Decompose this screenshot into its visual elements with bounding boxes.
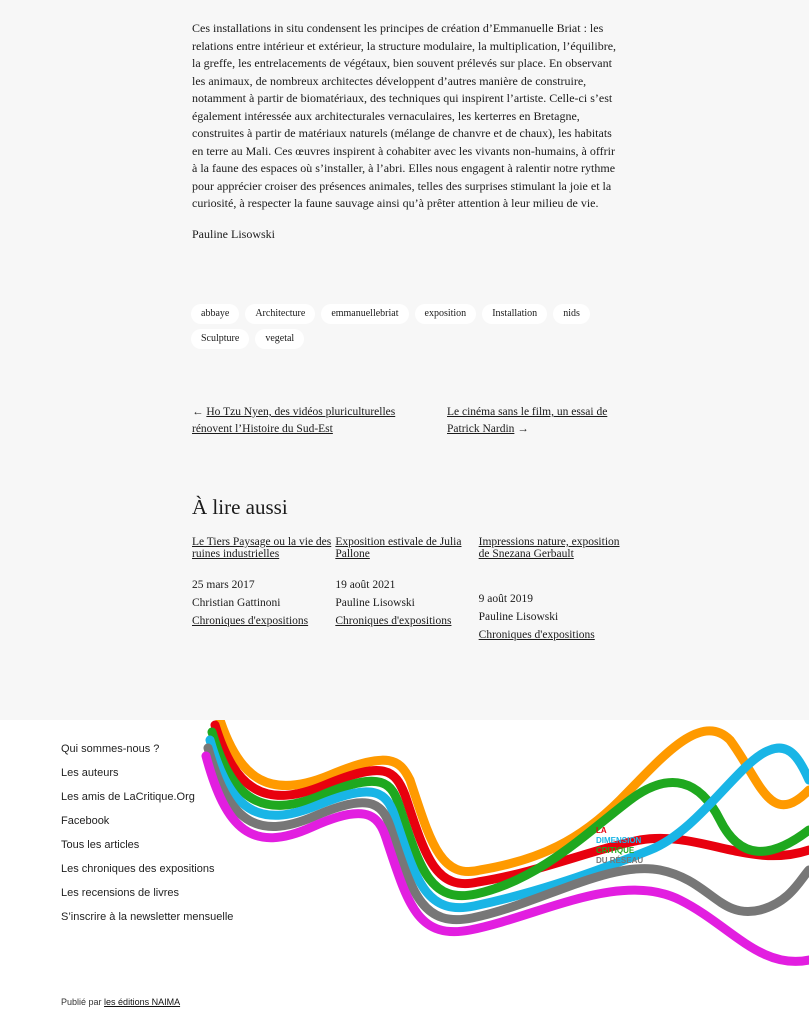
related-post [479, 537, 622, 644]
footer-link-authors[interactable]: Les auteurs [61, 767, 119, 779]
related-post [335, 537, 478, 644]
arrow-right-icon: → [517, 423, 529, 435]
footer-link-friends[interactable]: Les amis de LaCritique.Org [61, 791, 195, 803]
previous-post-link[interactable]: Ho Tzu Nyen, des vidéos pluriculturelles rénovent l’Histoire du Sud-Est [192, 406, 396, 435]
logo-line-2: DIMENSION [596, 836, 642, 845]
related-post [192, 537, 335, 644]
tag-emmanuellebriat[interactable]: emmanuellebriat [321, 304, 408, 324]
related-post-category[interactable]: Chroniques d'expositions [335, 615, 452, 627]
article-body [192, 20, 617, 243]
footer-link-exhibitions[interactable]: Les chroniques des expositions [61, 863, 215, 875]
related-post-author: Pauline Lisowski [478, 611, 559, 623]
article-paragraph: Ces installations in situ condensent les principes de création d’Emmanuelle Briat : les relations entre intérieur et extérieur, la structure modulaire, la multiplication, l’équilibre, la greffe, les entrelacements de végétaux, bien souvent prélevés sur place. En observant les animaux, de nombreux architectes développent d’autres manière de construire, notamment à partir de biomatériaux, des techniques qui inspirent l’artiste. Celle-ci s’est également intéressée aux architecturales vernaculaires, les kerterres en Bretagne, construites à partir de matériaux naturels (mélange de chanvre et de chaux), les habitats en terre au Mali. Ces œuvres inspirent à cohabiter avec les vivants non-humains, à offrir à la faune des espaces où s’installer, à l’abri. Elles nous engagent à ralentir notre rythme pour apprécier croiser des présences animales, telles des surprises stimulant la joie et la curiosité, à respecter la faune sauvage ainsi qu’à prêter attention à leur milieu de vie. [192, 21, 617, 210]
related-post-link[interactable]: Impressions nature, exposition de Snezana Gerbault [478, 536, 620, 560]
related-post-date: 19 août 2021 [335, 579, 396, 591]
next-post-link[interactable]: Le cinéma sans le film, un essai de Patrick Nardin [447, 406, 608, 435]
site-footer [0, 720, 809, 1023]
next-post [447, 404, 617, 438]
footer-link-book-reviews[interactable]: Les recensions de livres [61, 887, 180, 899]
logo-line-3: CRITIQUE [596, 846, 635, 855]
related-post-date: 25 mars 2017 [192, 579, 255, 591]
footer-link-about[interactable]: Qui sommes-nous ? [61, 743, 160, 755]
related-posts [192, 537, 622, 644]
logo-line-1: LA [596, 826, 607, 835]
article-author: Pauline Lisowski [192, 226, 275, 241]
tag-vegetal[interactable]: vegetal [255, 329, 304, 349]
tag-nids[interactable]: nids [553, 304, 590, 324]
logo-wordmark [596, 826, 643, 865]
footer-link-all-articles[interactable]: Tous les articles [61, 839, 140, 851]
arrow-left-icon: ← [192, 406, 204, 418]
related-section-title: À lire aussi [192, 495, 288, 519]
related-post-link[interactable]: Le Tiers Paysage ou la vie des ruines industrielles [192, 536, 332, 560]
logo-line-4: DU RÉSEAU [596, 856, 644, 865]
related-post-category[interactable]: Chroniques d'expositions [478, 629, 595, 641]
tag-sculpture[interactable]: Sculpture [191, 329, 249, 349]
footer-credits [61, 997, 180, 1007]
tag-list [191, 304, 621, 349]
related-post-link[interactable]: Exposition estivale de Julia Pallone [335, 536, 462, 560]
footer-navigation [61, 737, 233, 929]
ribbon-bundle [206, 720, 809, 961]
tag-abbaye[interactable]: abbaye [191, 304, 239, 324]
post-navigation [192, 404, 617, 444]
footer-link-newsletter[interactable]: S’inscrire à la newsletter mensuelle [61, 911, 234, 923]
related-post-date: 9 août 2019 [478, 593, 533, 605]
related-post-category[interactable]: Chroniques d'expositions [192, 615, 309, 627]
related-post-author: Christian Gattinoni [192, 597, 281, 609]
related-post-author: Pauline Lisowski [335, 597, 415, 609]
footer-link-facebook[interactable]: Facebook [61, 815, 110, 827]
tag-installation[interactable]: Installation [482, 304, 547, 324]
tag-architecture[interactable]: Architecture [245, 304, 315, 324]
credits-prefix: Publié par [61, 997, 102, 1007]
previous-post [192, 404, 427, 438]
publisher-link[interactable]: les éditions NAIMA [104, 997, 181, 1007]
tag-exposition[interactable]: exposition [415, 304, 477, 324]
